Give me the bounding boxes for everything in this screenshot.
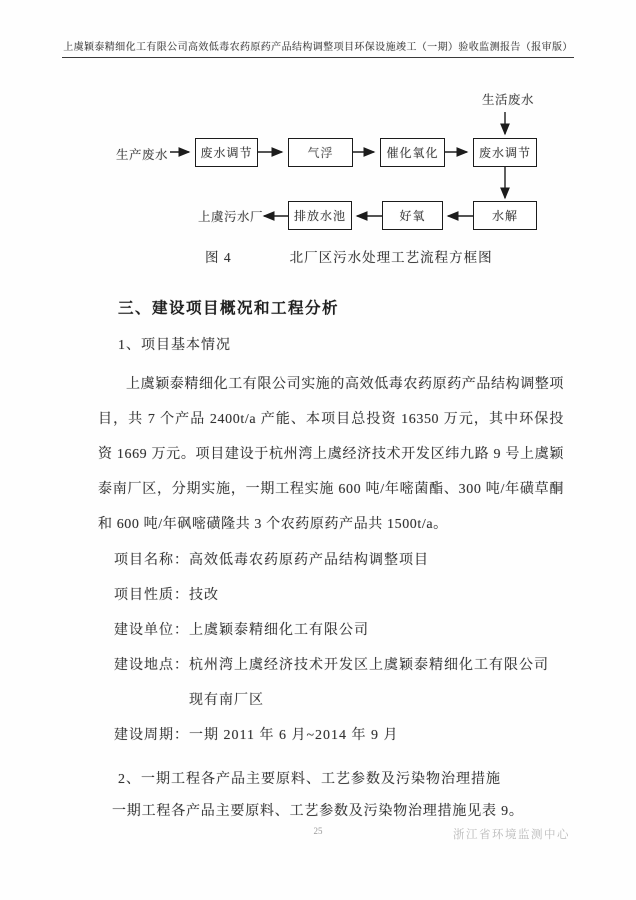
- field-label: 项目性质：: [114, 588, 189, 603]
- subsection-1-heading: 1、项目基本情况: [118, 338, 231, 353]
- field-construction-site: [114, 648, 564, 718]
- project-overview-paragraph: 上虞颖泰精细化工有限公司实施的高效低毒农药原药产品结构调整项目，共 7 个产品 2400t/a 产能、本项目总投资 16350 万元，其中环保投资 1669 万元。项目建设于杭州湾上虞经济技术开发区纬九路 9 号上虞颖泰南厂区，分期实施，一期工程实施 600 吨/年嘧菌酯、300 吨/年磺草酮和 600 吨/年砜嘧磺隆共 3 个农药原药产品共 1500t/a。: [98, 377, 564, 532]
- footer-organization: 浙江省环境监测中心: [453, 829, 570, 841]
- flow-box-regulation-2: 废水调节: [473, 138, 537, 167]
- field-value: 一期 2011 年 6 月~2014 年 9 月: [189, 728, 399, 743]
- field-construction-period: [114, 718, 564, 753]
- field-value: 上虞颖泰精细化工有限公司: [189, 623, 369, 638]
- figure-caption: [98, 246, 636, 266]
- figure-title: 北厂区污水处理工艺流程方框图: [289, 250, 493, 265]
- field-project-name: [114, 543, 564, 578]
- field-label: 项目名称：: [114, 553, 189, 568]
- section-heading: 三、建设项目概况和工程分析: [118, 300, 340, 317]
- page-number: 25: [313, 826, 323, 836]
- label-domestic-wastewater: 生活废水: [481, 93, 534, 107]
- field-label: 建设周期：: [114, 728, 189, 743]
- field-construction-unit: [114, 613, 564, 648]
- flow-box-air-flotation: 气浮: [288, 138, 353, 167]
- label-sewage-plant-outlet: 上虞污水厂: [198, 210, 264, 224]
- flow-box-hydrolysis: 水解: [473, 201, 537, 230]
- field-value: 杭州湾上虞经济技术开发区上虞颖泰精细化工有限公司现有南厂区: [189, 658, 549, 708]
- flow-box-discharge-pool: 排放水池: [288, 201, 352, 230]
- field-label: 建设单位：: [114, 623, 189, 638]
- field-value: 高效低毒农药原药产品结构调整项目: [189, 553, 429, 568]
- page-footer: [0, 826, 636, 846]
- field-label: 建设地点：: [114, 658, 189, 673]
- field-project-nature: [114, 578, 564, 613]
- table-reference-paragraph: 一期工程各产品主要原料、工艺参数及污染物治理措施见表 9。: [112, 804, 524, 819]
- page-header: [62, 38, 574, 58]
- project-fields: [114, 543, 564, 753]
- document-body: [98, 296, 564, 820]
- figure-number: 图 4: [205, 250, 232, 265]
- flow-box-regulation-1: 废水调节: [195, 138, 258, 167]
- header-title: 上虞颖泰精细化工有限公司高效低毒农药原药产品结构调整项目环保设施竣工（一期）验收监测报告（报审版）: [63, 42, 573, 53]
- flow-box-catalytic-oxidation: 催化氧化: [380, 138, 445, 167]
- label-production-wastewater: 生产废水: [116, 148, 169, 162]
- field-value: 技改: [189, 588, 219, 603]
- subsection-2-heading: 2、一期工程各产品主要原料、工艺参数及污染物治理措施: [118, 772, 501, 787]
- wastewater-flowchart: [100, 88, 570, 238]
- flow-box-aerobic: 好氧: [382, 201, 443, 230]
